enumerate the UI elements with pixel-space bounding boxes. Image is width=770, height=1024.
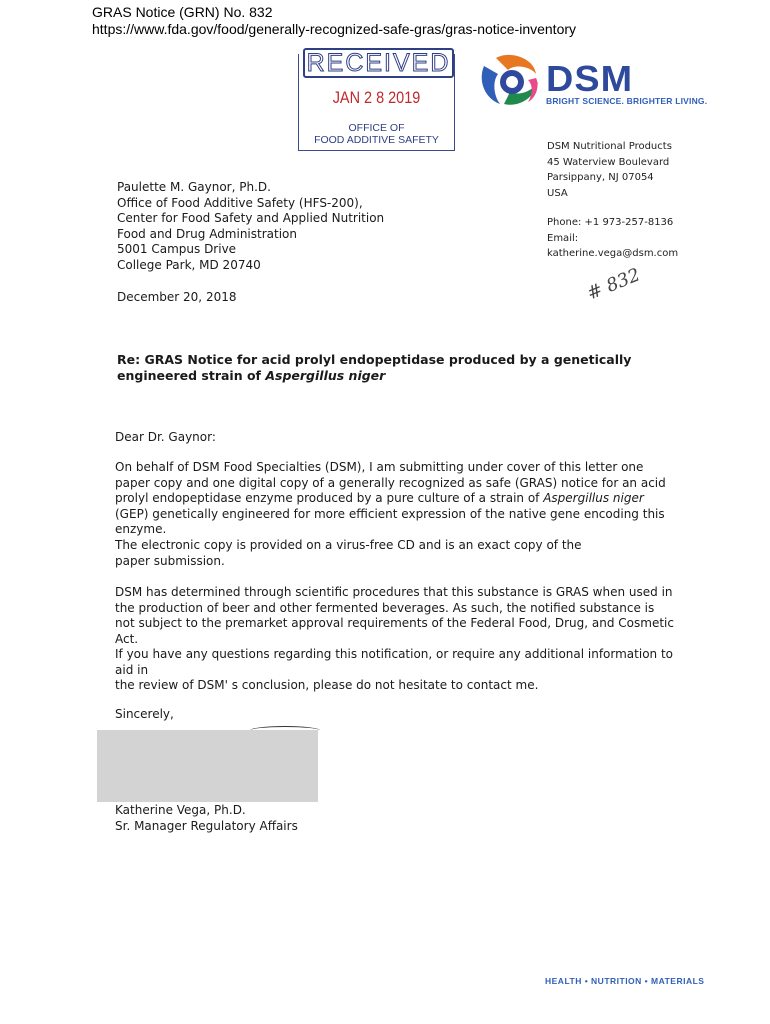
paragraph-1: [115, 460, 675, 538]
stamp-office: [299, 122, 454, 146]
recipient-name: Paulette M. Gaynor, Ph.D.: [117, 180, 271, 194]
salutation: Dear Dr. Gaynor:: [115, 430, 216, 444]
recipient-center: Center for Food Safety and Applied Nutrition: [117, 211, 385, 225]
sender-company: DSM Nutritional Products: [547, 141, 672, 152]
recipient-agency: Food and Drug Administration: [117, 226, 297, 241]
document-header: [92, 4, 576, 38]
handwritten-note: # 832: [584, 264, 644, 305]
redacted-signature: [97, 730, 318, 802]
signature-block: [115, 802, 298, 834]
paragraph-2: The electronic copy is provided on a virus-free CD and is an exact copy of the paper submission.: [115, 538, 582, 568]
sender-city: Parsippany, NJ 07054: [547, 172, 654, 183]
sender-phone: Phone: +1 973-257-8136: [547, 217, 674, 228]
grn-notice-number: GRAS Notice (GRN) No. 832: [92, 4, 273, 20]
recipient-address: [117, 180, 384, 273]
source-url: https://www.fda.gov/food/generally-recognized-safe-gras/gras-notice-inventory: [92, 21, 577, 37]
footer-tagline: HEALTH • NUTRITION • MATERIALS: [545, 976, 705, 986]
recipient-city: College Park, MD 20740: [117, 257, 261, 272]
stamp-office-line1: OFFICE OF: [348, 122, 405, 134]
subject-organism: Aspergillus niger: [265, 368, 386, 383]
dsm-tagline: BRIGHT SCIENCE. BRIGHTER LIVING.: [546, 96, 708, 106]
dsm-logo-icon: [474, 52, 544, 108]
sender-street: 45 Waterview Boulevard: [547, 156, 670, 168]
paragraph-3: DSM has determined through scientific procedures that this substance is GRAS when used in the production of beer and other fermented beverages. As such, the notified substance is not subject to the premarket approval requirements of the Federal Food, Drug, and Cosmetic Act.: [115, 585, 674, 646]
closing: Sincerely,: [115, 707, 174, 721]
subject-line2: [117, 368, 637, 384]
sender-country: USA: [547, 187, 568, 199]
subject-line1: Re: GRAS Notice for acid prolyl endopeptidase produced by a genetically: [117, 352, 632, 367]
paragraph-4: [115, 647, 675, 694]
stamp-office-line2: FOOD ADDITIVE SAFETY: [314, 134, 439, 146]
sender-email: katherine.vega@dsm.com: [547, 248, 679, 259]
sender-address: [547, 139, 678, 262]
letter-date: December 20, 2018: [117, 290, 237, 304]
signer-title: Sr. Manager Regulatory Affairs: [115, 819, 298, 833]
paragraph-1-text-b: (GEP) genetically engineered for more efficient expression of the native gene encoding this enzyme.: [115, 506, 665, 536]
recipient-office: Office of Food Additive Safety (HFS-200),: [117, 195, 363, 210]
received-stamp: [298, 49, 455, 151]
stamp-date: JAN 2 8 2019: [332, 88, 421, 107]
stamp-received-text: RECEIVED: [303, 48, 454, 78]
subject-line2-prefix: engineered strain of: [117, 368, 266, 383]
sender-email-label: Email:: [547, 232, 579, 244]
dsm-logo-text: DSM: [546, 58, 634, 99]
paragraph-4-line2: the review of DSM' s conclusion, please do not hesitate to contact me.: [115, 678, 539, 692]
subject-line: [117, 352, 637, 384]
paragraph-4-line1: If you have any questions regarding this notification, or require any additional information to aid in: [115, 647, 674, 677]
paragraph-1-organism: Aspergillus niger: [543, 491, 644, 505]
signer-name: Katherine Vega, Ph.D.: [115, 803, 246, 817]
paragraph-1-text-a: On behalf of DSM Food Specialties (DSM), I am submitting under cover of this letter one paper copy and one digital copy of a generally recognized as safe (GRAS) notice for an acid prolyl endopeptidase enzyme produced by a pure culture of a strain of: [115, 460, 666, 505]
recipient-street: 5001 Campus Drive: [117, 242, 237, 256]
